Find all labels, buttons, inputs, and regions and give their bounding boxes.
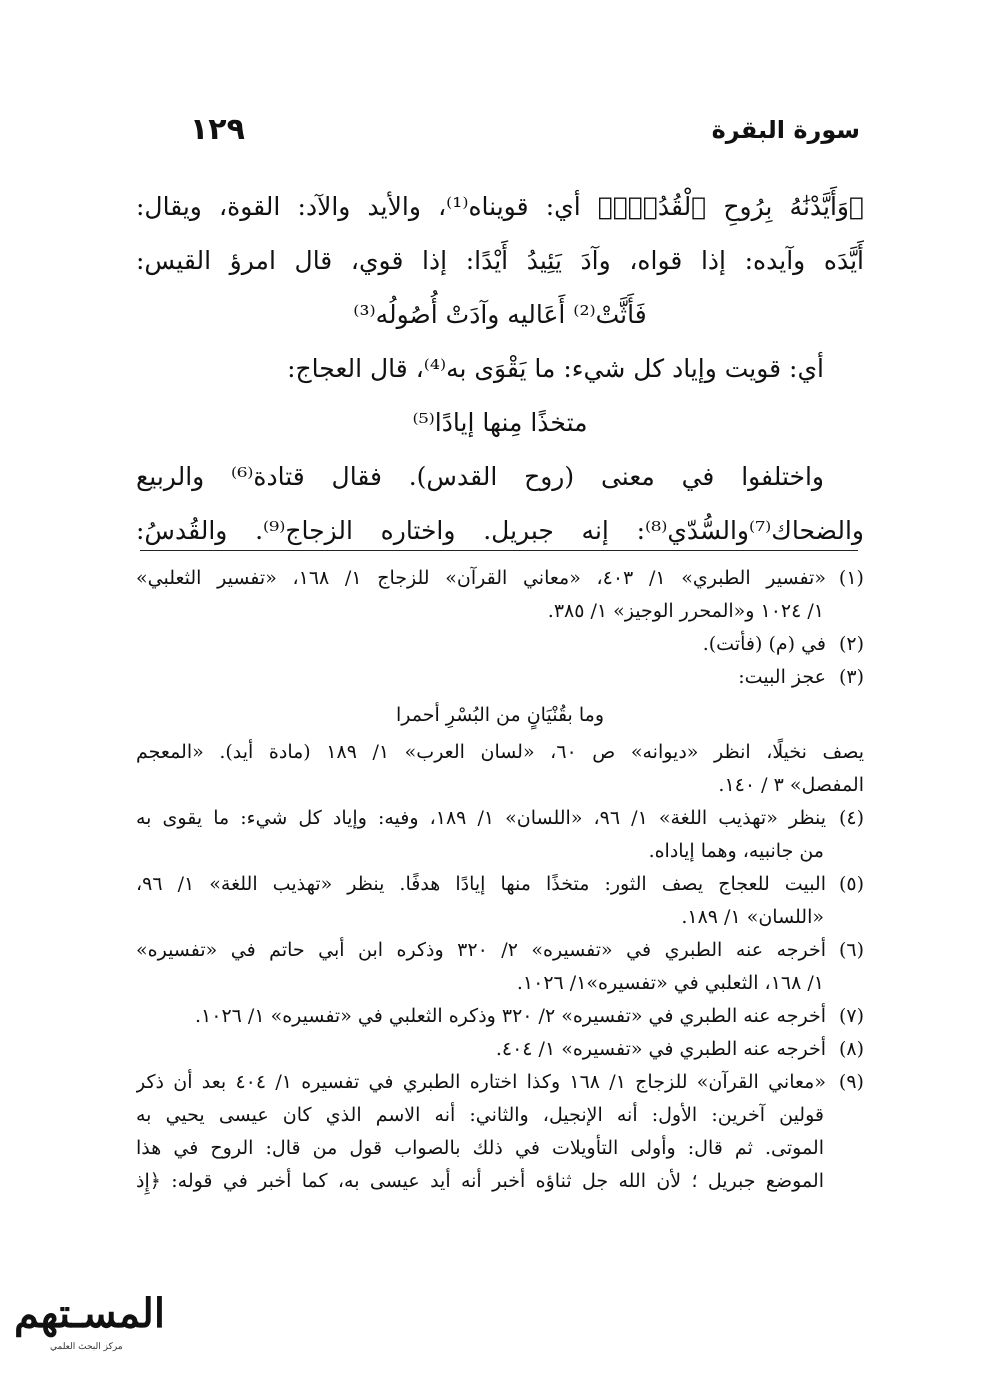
poetry-verse-2: متخذًا مِنها إيادًا⁽⁵⁾ [412,408,588,437]
page-header [140,112,860,152]
footnote-3-cont: يصف نخيلًا، انظر «ديوانه» ص ٦٠، «لسان العرب» ١/ ١٨٩ (مادة أيد). «المعجم [136,741,864,763]
surah-title: سورة البقرة [711,116,860,144]
main-line-5: والضحاك⁽⁷⁾والسُّدّي⁽⁸⁾: إنه جبريل. واختاره الزجاج⁽⁹⁾. والقُدسُ: [136,516,864,545]
footnote-4 [136,802,864,835]
footnotes [136,562,864,1198]
footnote-2 [136,628,864,661]
main-text [136,180,864,558]
page-number: ١٢٩ [190,112,245,147]
footnote-7 [136,1000,864,1033]
footnote-number: (٨) [838,1038,864,1060]
footnote-9-cont: قولين آخرين: الأول: أنه الإنجيل، والثاني: أنه الاسم الذي كان عيسى يحيي به [136,1104,824,1126]
footnote-9-cont: الموضع جبريل ؛ لأن الله جل ثناؤه أخبر أنه أيد عيسى به، كما أخبر في قوله: ﴿إِذ [136,1170,824,1192]
footnote-text: «تفسير الطبري» ١/ ٤٠٣، «معاني القرآن» للزجاج ١/ ١٦٨، «تفسير الثعلبي» [136,567,826,589]
logo-subtitle: مركز البحث العلمي [50,1342,123,1352]
footnote-text: البيت للعجاج يصف الثور: متخذًا منها إيادًا هدفًا. ينظر «تهذيب اللغة» ١/ ٩٦، [136,873,826,895]
footnote-1-cont: ١/ ١٠٢٤ و«المحرر الوجيز» ١/ ٣٨٥. [547,600,824,622]
footnote-text: ينظر «تهذيب اللغة» ١/ ٩٦، «اللسان» ١/ ١٨٩، وفيه: وإياد كل شيء: ما يقوى به [136,807,827,829]
main-line-3: أي: قويت وإياد كل شيء: ما يَقْوَى به⁽⁴⁾، قال العجاج: [287,354,824,383]
footnote-4-cont: من جانبيه، وهما إياداه. [648,840,824,862]
footnote-6 [136,934,864,967]
footnote-number: (٢) [838,633,864,655]
main-line-2: أَيَّدَه وآيده: إذا قواه، وآدَ يَئِيدُ أَيْدًا: إذا قوي، قال امرؤ القيس: [136,246,864,275]
footnote-5-cont: «اللسان» ١/ ١٨٩. [681,906,824,928]
footnote-text: في (م) (فأتت). [702,633,826,655]
footnote-8 [136,1033,864,1066]
footnote-number: (١) [838,567,864,589]
footnote-number: (٦) [838,939,864,961]
footnote-number: (٩) [838,1071,864,1093]
footnote-9 [136,1066,864,1099]
footnote-text: عجز البيت: [738,666,826,688]
footnote-3-cont: المفصل» ٣ / ١٤٠. [718,774,864,796]
footnote-1 [136,562,864,595]
footnote-divider [140,550,858,551]
footnote-number: (٤) [838,807,864,829]
logo-calligraphy: المسـتهم [14,1290,165,1337]
footnote-9-cont: الموتى. ثم قال: وأولى التأويلات في ذلك بالصواب قول من قال: الروح في هذا [136,1137,824,1159]
main-line-4: واختلفوا في معنى (روح القدس). فقال قتادة⁽⁶⁾ والربيع [136,462,824,491]
footnote-number: (٧) [838,1005,864,1027]
footnote-text: أخرجه عنه الطبري في «تفسيره» ٢/ ٣٢٠ وذكره الثعلبي في «تفسيره» ١/ ١٠٢٦. [194,1005,826,1027]
footnote-3 [136,661,864,694]
footnote-3-verse: وما بقُنْيَانٍ من البُسْرِ أحمرا [395,704,605,726]
footnote-5 [136,868,864,901]
main-line-1: ﴿وَأَيَّدْنَٰهُ بِرُوحِ ٱلْقُدُسِۗ﴾ أي: قويناه⁽¹⁾، والأيد والآد: القوة، ويقال: [136,192,864,221]
footnote-text: «معاني القرآن» للزجاج ١/ ١٦٨ وكذا اختاره الطبري في تفسيره ١/ ٤٠٤ بعد أن ذكر [136,1071,826,1093]
footnote-number: (٥) [838,873,864,895]
footnote-text: أخرجه عنه الطبري في «تفسيره» ٢/ ٣٢٠ وذكره ابن أبي حاتم في «تفسيره» [136,939,827,961]
publisher-logo [14,1286,165,1356]
poetry-verse-1: فَأَثَّتْ⁽²⁾ أَعَاليه وآدَتْ أُصُولُه⁽³⁾ [353,300,647,329]
footnote-6-cont: ١/ ١٦٨، الثعلبي في «تفسيره»١/ ١٠٢٦. [516,972,824,994]
footnote-text: أخرجه عنه الطبري في «تفسيره» ١/ ٤٠٤. [495,1038,826,1060]
footnote-number: (٣) [838,666,864,688]
